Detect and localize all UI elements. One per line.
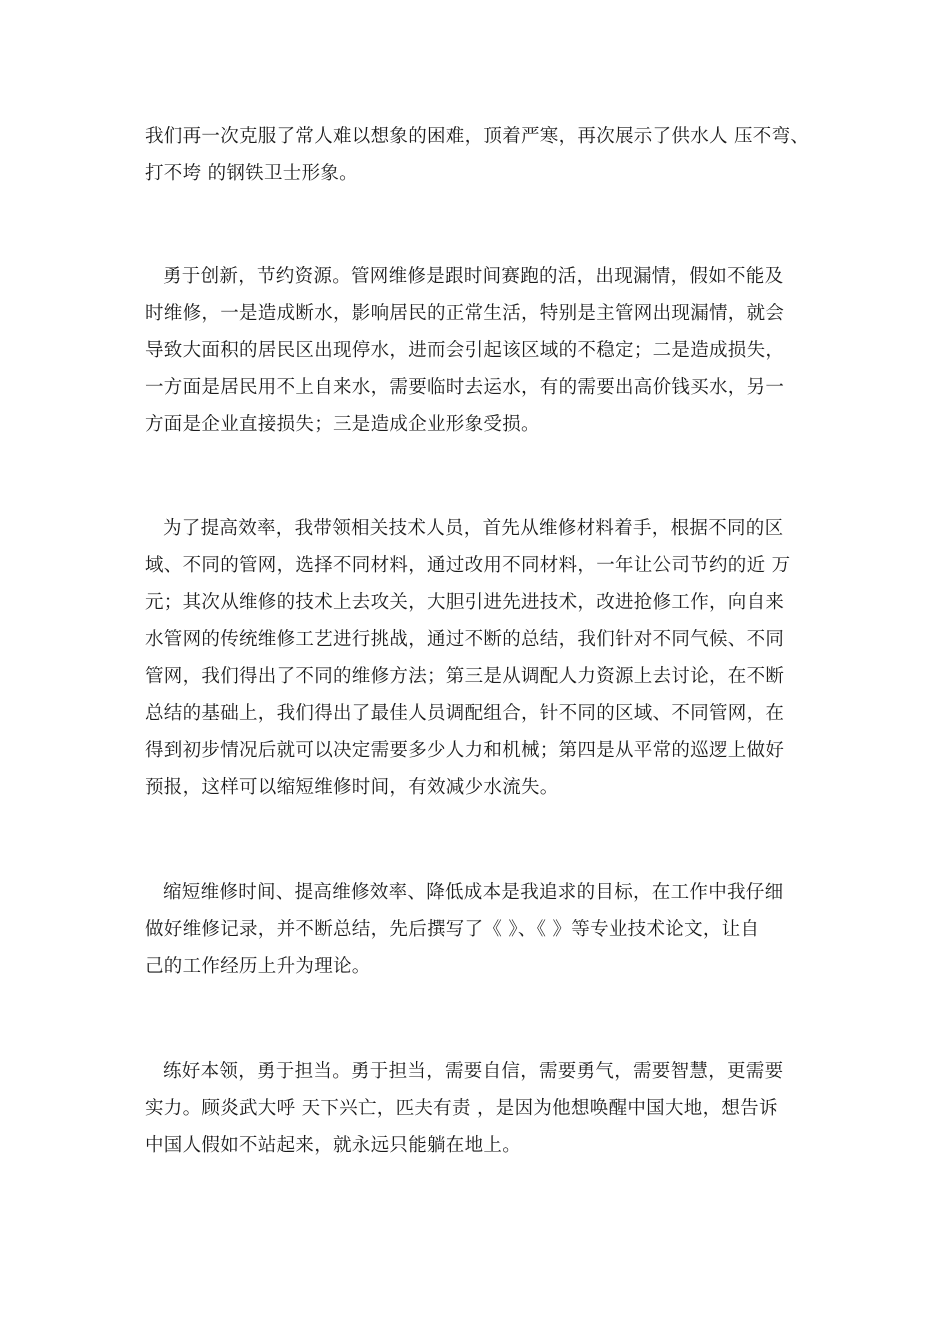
- paragraph-3: [145, 510, 815, 806]
- paragraph-line: 为了提高效率，我带领相关技术人员，首先从维修材料着手，根据不同的区: [163, 518, 784, 539]
- paragraph-line: 实力。顾炎武大呼 天下兴亡，匹夫有责 ，是因为他想唤醒中国大地，想告诉: [145, 1098, 778, 1119]
- paragraph-line: 缩短维修时间、提高维修效率、降低成本是我追求的目标，在工作中我仔细: [163, 882, 784, 903]
- paragraph-line: 己的工作经历上升为理论。: [145, 956, 371, 977]
- paragraph-1: [145, 118, 815, 192]
- paragraph-line: 导致大面积的居民区出现停水，进而会引起该区域的不稳定；二是造成损失，: [145, 340, 785, 361]
- paragraph-5: [145, 1053, 815, 1164]
- paragraph-line: 练好本领，勇于担当。勇于担当，需要自信，需要勇气，需要智慧，更需要: [163, 1061, 784, 1082]
- paragraph-2: [145, 258, 815, 443]
- paragraph-line: 做好维修记录，并不断总结，先后撰写了《 》、《 》等专业技术论文，让自: [145, 919, 760, 940]
- paragraph-line: 打不垮 的钢铁卫士形象。: [145, 163, 358, 184]
- paragraph-line: 域、不同的管网，选择不同材料，通过改用不同材料，一年让公司节约的近 万: [145, 555, 791, 576]
- paragraph-line: 时维修，一是造成断水，影响居民的正常生活，特别是主管网出现漏情，就会: [145, 303, 785, 324]
- paragraph-4: [145, 874, 815, 985]
- paragraph-line: 总结的基础上，我们得出了最佳人员调配组合，针不同的区域、不同管网，在: [145, 703, 785, 724]
- paragraph-line: 预报，这样可以缩短维修时间，有效减少水流失。: [145, 777, 559, 798]
- paragraph-line: 方面是企业直接损失；三是造成企业形象受损。: [145, 414, 540, 435]
- paragraph-line: 管网，我们得出了不同的维修方法；第三是从调配人力资源上去讨论，在不断: [145, 666, 785, 687]
- paragraph-line: 我们再一次克服了常人难以想象的困难，顶着严寒，再次展示了供水人 压不弯、: [145, 126, 810, 147]
- paragraph-line: 中国人假如不站起来，就永远只能躺在地上。: [145, 1135, 522, 1156]
- paragraph-line: 一方面是居民用不上自来水，需要临时去运水，有的需要出高价钱买水，另一: [145, 377, 785, 398]
- paragraph-line: 得到初步情况后就可以决定需要多少人力和机械；第四是从平常的巡逻上做好: [145, 740, 785, 761]
- paragraph-line: 水管网的传统维修工艺进行挑战，通过不断的总结，我们针对不同气候、不同: [145, 629, 785, 650]
- paragraph-line: 元；其次从维修的技术上去攻关，大胆引进先进技术，改进抢修工作，向自来: [145, 592, 785, 613]
- paragraph-line: 勇于创新，节约资源。管网维修是跟时间赛跑的活，出现漏情，假如不能及: [163, 266, 784, 287]
